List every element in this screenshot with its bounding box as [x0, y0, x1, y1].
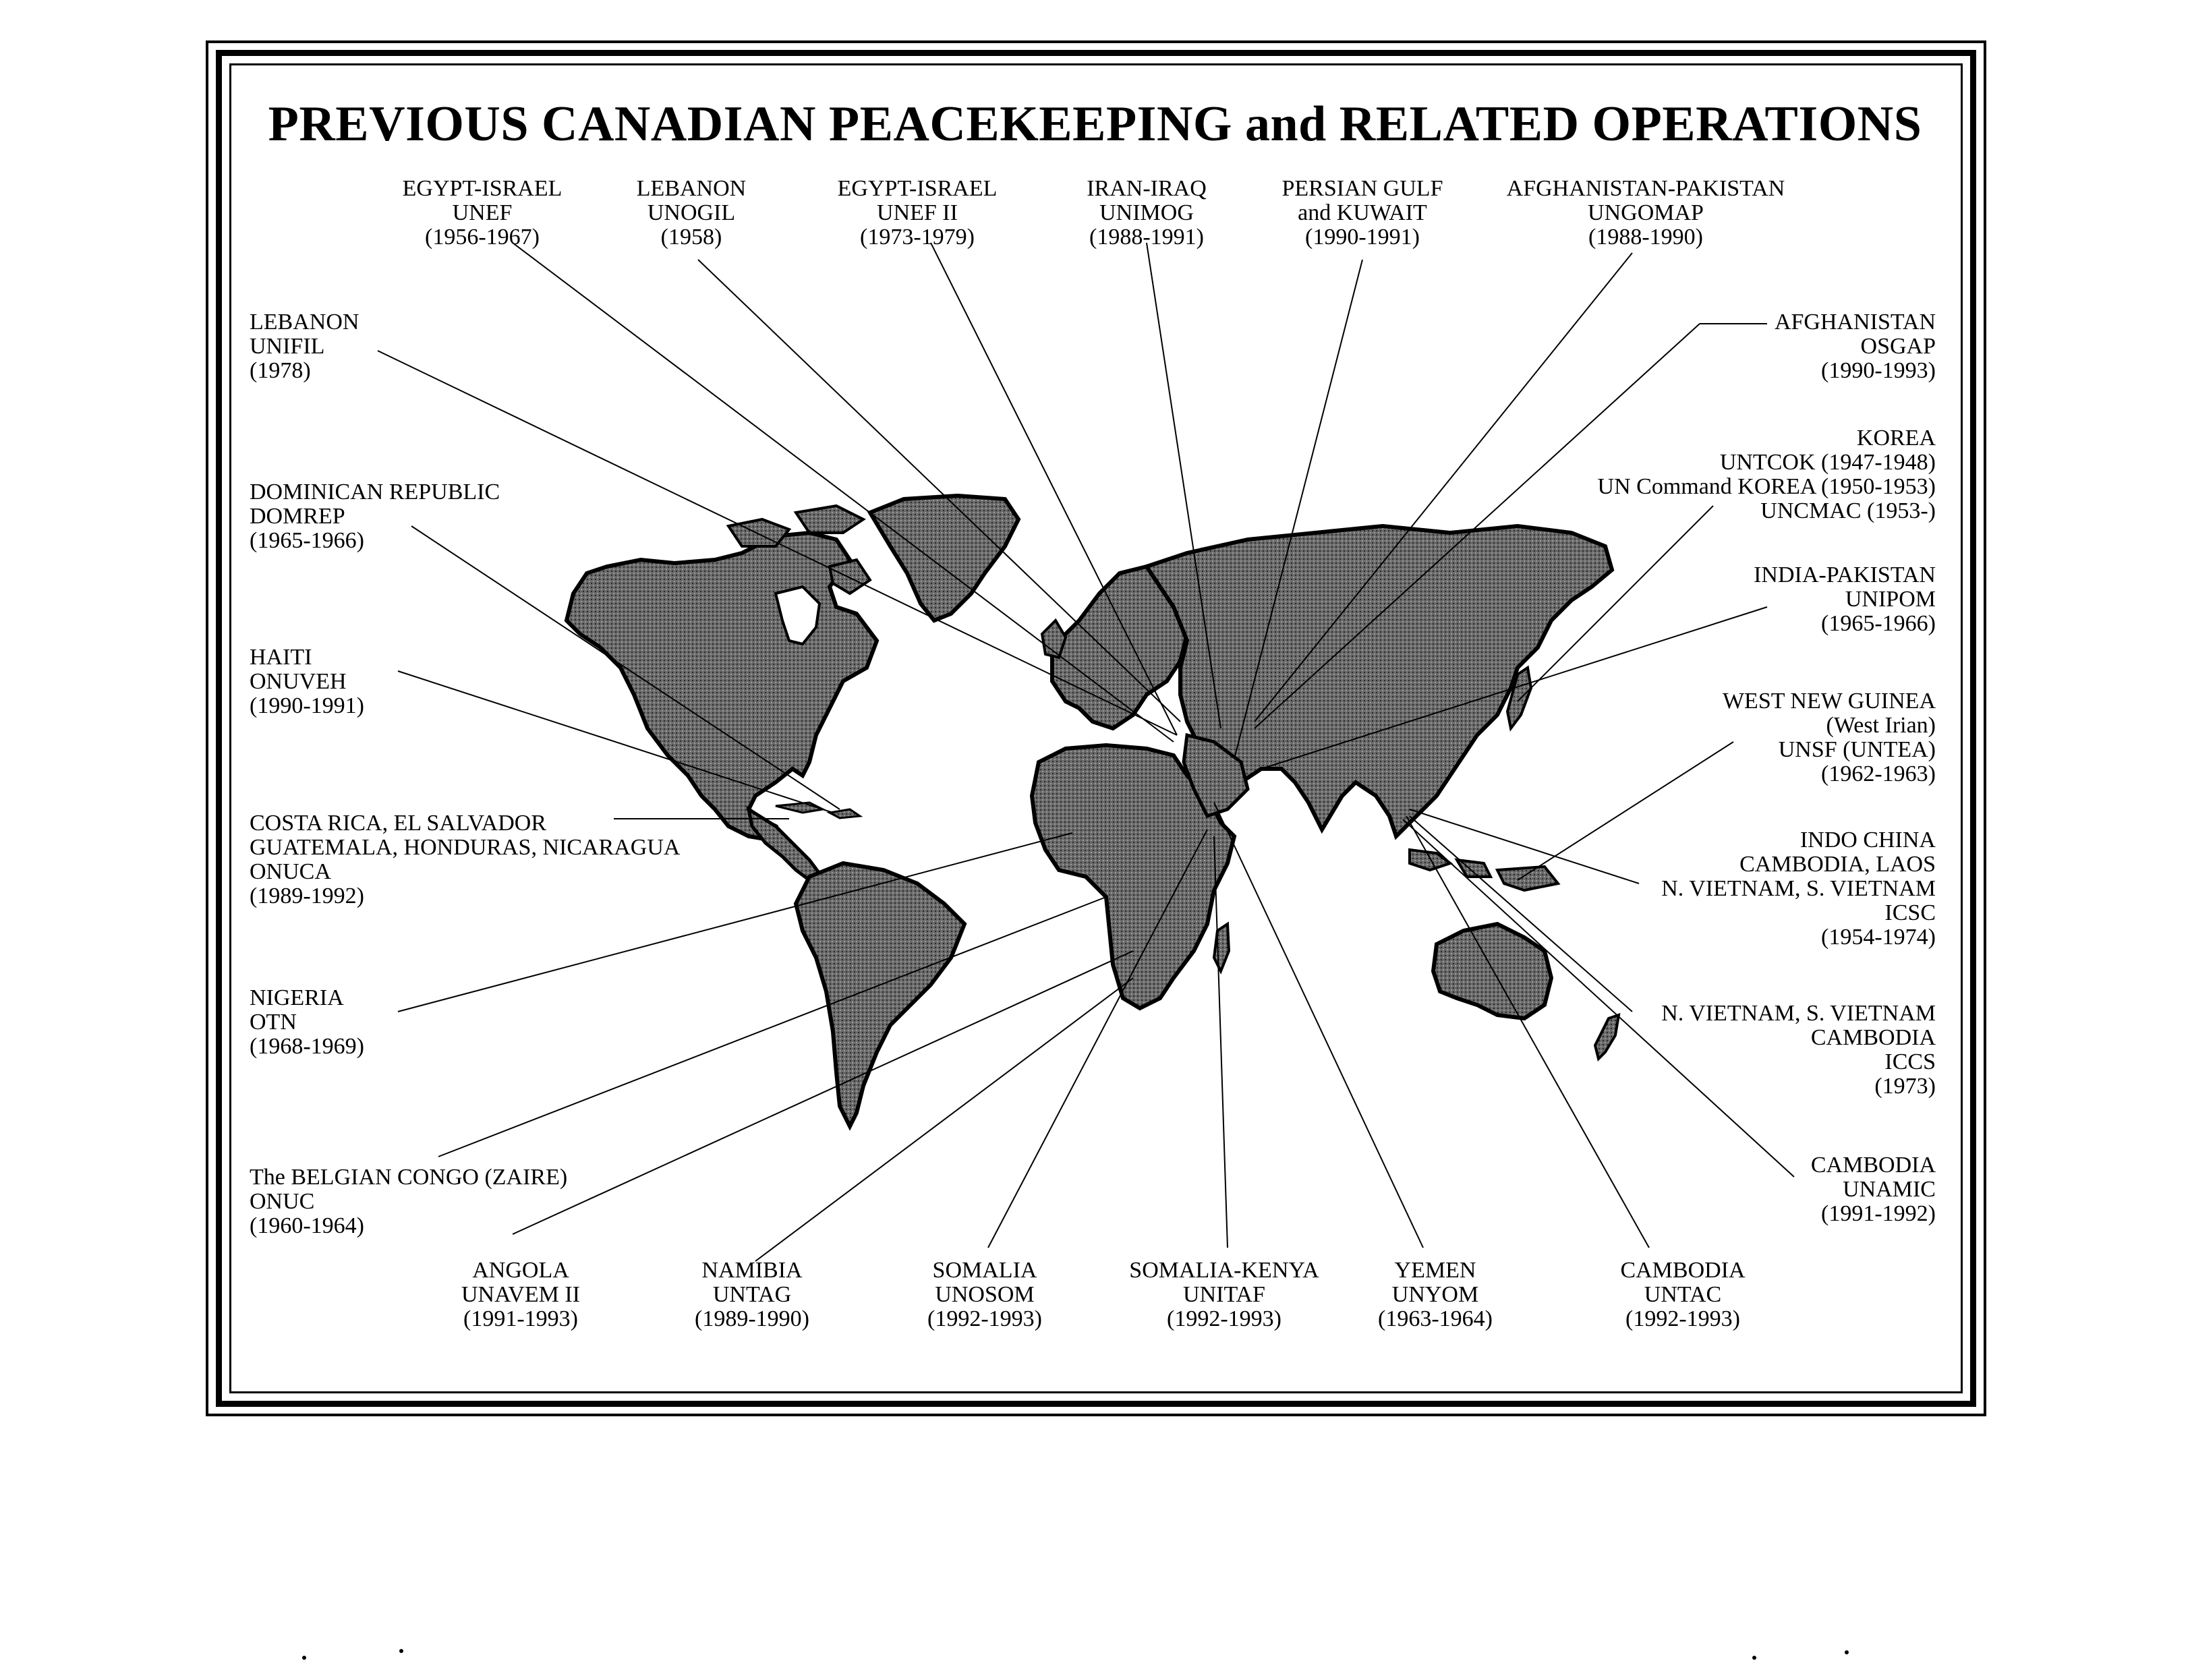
label-line: COSTA RICA, EL SALVADOR	[250, 811, 546, 836]
line-angola	[513, 951, 1133, 1234]
label-line: (1954-1974)	[1821, 925, 1936, 950]
label-line: NAMIBIA	[701, 1258, 803, 1283]
label-line: UN Command KOREA (1950-1953)	[1597, 474, 1936, 499]
label-line: (1958)	[660, 225, 722, 250]
label-line: (1989-1990)	[695, 1306, 809, 1331]
label-line: UNEF	[452, 200, 513, 225]
madagascar	[1214, 924, 1229, 971]
label-line: LEBANON	[636, 176, 747, 201]
label-line: INDIA-PAKISTAN	[1754, 562, 1936, 587]
line-congo	[438, 897, 1106, 1157]
scan-speck	[302, 1656, 306, 1660]
label-nigeria	[250, 986, 364, 1059]
label-central-america	[250, 811, 680, 908]
label-line: AFGHANISTAN-PAKISTAN	[1506, 176, 1785, 201]
south-america-landmass	[796, 863, 964, 1126]
label-line: CAMBODIA	[1810, 1153, 1936, 1178]
label-line: (1992-1993)	[1167, 1306, 1281, 1331]
label-line: (1968-1969)	[250, 1034, 364, 1059]
central-america-landmass	[749, 809, 819, 880]
label-afghanistan-pakistan	[1507, 177, 1785, 250]
label-line: UNIPOM	[1845, 587, 1936, 612]
label-line: OSGAP	[1860, 334, 1936, 359]
label-line: NIGERIA	[250, 985, 344, 1010]
label-cambodia-untac	[1620, 1258, 1745, 1331]
label-line: IRAN-IRAQ	[1087, 176, 1207, 201]
label-line: EGYPT-ISRAEL	[837, 176, 998, 201]
scan-speck	[399, 1649, 403, 1653]
label-line: The BELGIAN CONGO (ZAIRE)	[250, 1165, 568, 1190]
label-line: PERSIAN GULF	[1281, 176, 1443, 201]
label-somalia-kenya	[1129, 1258, 1319, 1331]
label-line: UNTAG	[712, 1282, 792, 1307]
new-zealand	[1595, 1015, 1619, 1059]
label-persian-gulf	[1282, 177, 1443, 250]
label-line: GUATEMALA, HONDURAS, NICARAGUA	[250, 835, 681, 860]
label-line: UNSF (UNTEA)	[1778, 737, 1936, 762]
label-line: UNEF II	[877, 200, 958, 225]
label-line: (1992-1993)	[927, 1306, 1042, 1331]
label-line: (1992-1993)	[1625, 1306, 1740, 1331]
line-somalia-kenya	[1214, 836, 1228, 1248]
label-lebanon-unogil	[637, 177, 746, 250]
label-line: WEST NEW GUINEA	[1722, 689, 1936, 714]
label-line: UNCMAC (1953-)	[1760, 498, 1936, 523]
label-afghanistan-osgap	[1775, 310, 1936, 383]
label-line: (1960-1964)	[250, 1213, 364, 1238]
label-somalia-unosom	[927, 1258, 1042, 1331]
label-line: AFGHANISTAN	[1774, 310, 1936, 335]
label-line: UNIMOG	[1099, 200, 1194, 225]
label-line: UNYOM	[1391, 1282, 1479, 1307]
label-line: (1990-1993)	[1821, 358, 1936, 383]
label-line: ONUC	[250, 1189, 315, 1214]
label-line: UNOSOM	[935, 1282, 1035, 1307]
label-line: (1963-1964)	[1378, 1306, 1493, 1331]
map-title: PREVIOUS CANADIAN PEACEKEEPING and RELATED OPERATIONS	[268, 96, 1922, 152]
label-line: OTN	[250, 1010, 297, 1035]
label-line: and KUWAIT	[1298, 200, 1427, 225]
label-korea	[1598, 426, 1936, 523]
label-line: (1989-1992)	[250, 884, 364, 908]
label-line: ICSC	[1884, 900, 1936, 925]
label-line: ANGOLA	[472, 1258, 569, 1283]
label-line: CAMBODIA	[1810, 1025, 1936, 1050]
label-egypt-israel-unef2	[838, 177, 998, 250]
label-dominican-republic	[250, 480, 500, 553]
label-line: (1956-1967)	[425, 225, 540, 250]
label-line: UNGOMAP	[1588, 200, 1704, 225]
label-line: CAMBODIA, LAOS	[1739, 852, 1936, 877]
label-line: (1962-1963)	[1821, 761, 1936, 786]
label-line: (1978)	[250, 358, 311, 383]
label-line: UNTAC	[1644, 1282, 1722, 1307]
label-line: (1988-1990)	[1588, 225, 1703, 250]
line-yemen	[1214, 803, 1423, 1248]
label-line: ICCS	[1884, 1049, 1936, 1074]
label-line: ONUVEH	[250, 669, 347, 694]
label-line: (1991-1992)	[1821, 1201, 1936, 1226]
line-namibia	[755, 978, 1133, 1261]
caribbean-islands	[776, 803, 860, 818]
label-india-pakistan	[1754, 563, 1936, 636]
greenland-landmass	[870, 496, 1018, 620]
label-line: DOMREP	[250, 504, 345, 529]
label-line: (1973-1979)	[860, 225, 975, 250]
label-line: N. VIETNAM, S. VIETNAM	[1661, 876, 1936, 901]
label-haiti	[250, 645, 364, 718]
label-line: UNITAF	[1183, 1282, 1265, 1307]
scan-speck	[1752, 1656, 1756, 1660]
label-line: (1988-1991)	[1089, 225, 1204, 250]
label-line: EGYPT-ISRAEL	[402, 176, 563, 201]
label-namibia	[695, 1258, 809, 1331]
label-congo	[250, 1165, 567, 1238]
indonesia-islands	[1410, 850, 1558, 890]
label-iran-iraq	[1087, 177, 1207, 250]
label-line: HAITI	[250, 645, 312, 670]
label-line: (1965-1966)	[1821, 611, 1936, 636]
label-line: (1965-1966)	[250, 528, 364, 553]
label-line: UNTCOK (1947-1948)	[1719, 450, 1936, 475]
label-line: UNAVEM II	[461, 1282, 580, 1307]
label-west-new-guinea	[1723, 689, 1936, 786]
label-egypt-israel-unef	[403, 177, 563, 250]
north-america-landmass	[567, 533, 877, 840]
label-line: UNIFIL	[250, 334, 325, 359]
label-vietnam-iccs	[1661, 1002, 1936, 1099]
label-angola	[461, 1258, 580, 1331]
label-line: KOREA	[1856, 426, 1936, 451]
label-line: (West Irian)	[1826, 713, 1936, 738]
label-line: SOMALIA	[932, 1258, 1037, 1283]
label-line: LEBANON	[250, 310, 359, 335]
label-line: (1991-1993)	[463, 1306, 578, 1331]
line-somalia-unosom	[988, 830, 1207, 1248]
label-line: (1990-1991)	[1305, 225, 1420, 250]
label-line: UNAMIC	[1843, 1177, 1936, 1202]
label-line: (1990-1991)	[250, 693, 364, 718]
label-indo-china	[1661, 828, 1936, 950]
label-line: N. VIETNAM, S. VIETNAM	[1661, 1001, 1936, 1026]
label-line: INDO CHINA	[1799, 828, 1936, 852]
label-line: DOMINICAN REPUBLIC	[250, 480, 500, 504]
label-lebanon-unifil	[250, 310, 359, 383]
label-yemen	[1378, 1258, 1493, 1331]
label-line: YEMEN	[1394, 1258, 1476, 1283]
scan-speck	[1845, 1650, 1849, 1654]
label-line: CAMBODIA	[1620, 1258, 1746, 1283]
label-cambodia-unamic	[1811, 1153, 1936, 1226]
label-line: SOMALIA-KENYA	[1129, 1258, 1319, 1283]
label-line: UNOGIL	[647, 200, 736, 225]
label-line: ONUCA	[250, 859, 331, 884]
label-line: (1973)	[1874, 1074, 1936, 1099]
